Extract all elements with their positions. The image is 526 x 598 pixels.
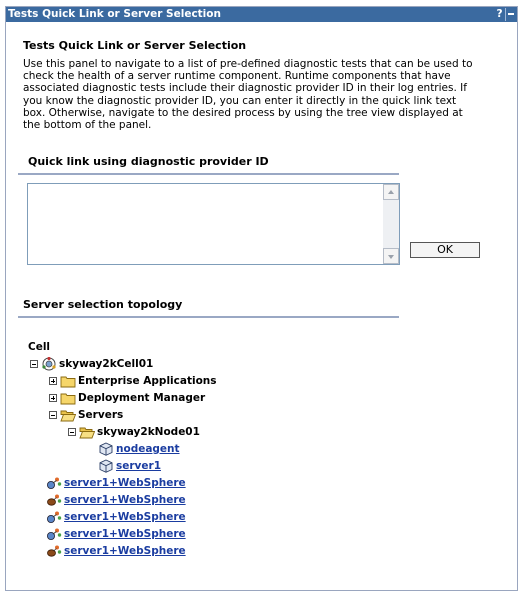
title-separator: [505, 8, 506, 21]
collapse-icon[interactable]: [68, 428, 76, 436]
tree-label: Deployment Manager: [78, 392, 206, 404]
tree-link[interactable]: server1+WebSphere: [64, 494, 186, 506]
title-bar: [6, 7, 517, 22]
expand-icon[interactable]: [49, 394, 57, 402]
bean-component-icon: [46, 544, 62, 558]
tree-link[interactable]: server1+WebSphere: [64, 528, 186, 540]
tree-link[interactable]: nodeagent: [116, 443, 180, 455]
dialog-panel: [5, 6, 518, 591]
open-folder-icon: [60, 408, 76, 422]
folder-icon: [60, 391, 76, 405]
bean-component-icon: [46, 493, 62, 507]
ok-button[interactable]: OK: [410, 242, 480, 258]
section-divider: [18, 316, 399, 318]
tree-label: skyway2kNode01: [97, 426, 200, 438]
collapse-icon[interactable]: [49, 411, 57, 419]
quick-link-box: [27, 183, 400, 265]
quick-link-heading: Quick link using diagnostic provider ID: [28, 155, 269, 168]
section-divider: [18, 173, 399, 175]
description-line: Use this panel to navigate to a list of pre-defined diagnostic tests that can be used to: [23, 58, 473, 70]
blue-component-icon: [46, 527, 62, 541]
tree-link[interactable]: server1+WebSphere: [64, 545, 186, 557]
help-button[interactable]: ?: [496, 8, 503, 20]
scroll-up-icon[interactable]: [383, 184, 399, 200]
description-line: associated diagnostic tests include their diagnostic provider ID in their log entries. If: [23, 82, 467, 95]
blue-component-icon: [46, 476, 62, 490]
cell-icon: [41, 357, 57, 371]
tree-root-label: Cell: [28, 341, 51, 353]
tree-link[interactable]: server1: [116, 460, 161, 472]
folder-icon: [60, 374, 76, 388]
server-cube-icon: [98, 442, 114, 456]
page-title: Tests Quick Link or Server Selection: [23, 39, 247, 52]
tree-label: skyway2kCell01: [59, 358, 154, 370]
tree-label: Servers: [78, 409, 124, 421]
vertical-scrollbar[interactable]: [383, 184, 399, 264]
minimize-icon[interactable]: [507, 10, 515, 18]
window-title: Tests Quick Link or Server Selection: [8, 8, 221, 20]
tree-label: Enterprise Applications: [78, 375, 217, 387]
tree-link[interactable]: server1+WebSphere: [64, 477, 186, 489]
description-line: check the health of a server runtime component. Runtime components that have: [23, 70, 451, 83]
description-line: you know the diagnostic provider ID, you can enter it directly in the quick link text: [23, 94, 457, 107]
topology-heading: Server selection topology: [23, 298, 183, 311]
blue-component-icon: [46, 510, 62, 524]
open-folder-icon: [79, 425, 95, 439]
tree-link[interactable]: server1+WebSphere: [64, 511, 186, 523]
description: [23, 58, 513, 131]
provider-id-input[interactable]: [28, 184, 384, 264]
collapse-icon[interactable]: [30, 360, 38, 368]
description-line: box. Otherwise, navigate to the desired process by using the tree view displayed at: [23, 106, 463, 119]
description-line: the bottom of the panel.: [23, 119, 152, 132]
server-cube-icon: [98, 459, 114, 473]
scroll-down-icon[interactable]: [383, 248, 399, 264]
expand-icon[interactable]: [49, 377, 57, 385]
